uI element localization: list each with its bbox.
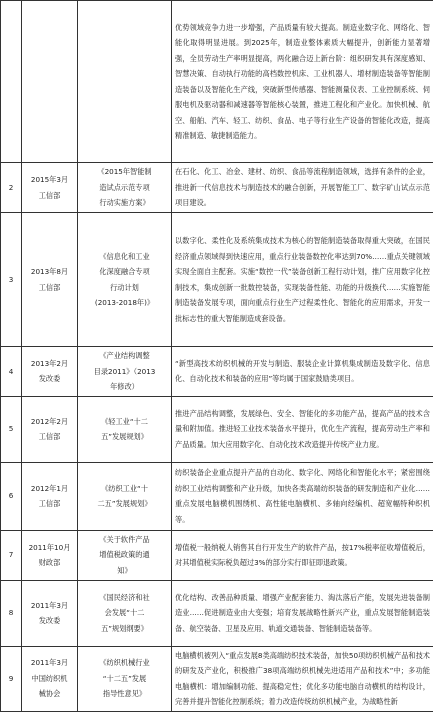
row-number-cell: 2 (1, 163, 22, 213)
table-row (1, 213, 433, 347)
document-title-line: 《信息化和工业 (81, 249, 168, 265)
document-title-line: 指导性意见》 (81, 686, 168, 702)
table-row (1, 646, 433, 711)
document-title-cell (78, 530, 172, 580)
policy-content-cell: 电脑横机被列入“重点发展8类高端纺织技术装备，加快50项纺织机械产品和技术的研发及产业化，积极推广38项高端纺织机械先进适用产品和技术”中；多功能电脑横机：增加编制功能、提高稳定性；优化多功能电脑自动横机的结构设计，完善并提升智能化控制系统；着力改造传统纺织机械产业，为战略性新 (172, 646, 433, 711)
document-title-cell (78, 646, 172, 711)
policy-content-cell: 纺织装备企业重点提升产品的自动化、数字化、网络化和智能化水平；紧密围绕纺织工业结构调整和产业升级，加快各类高端纺织装备的研发制造和产业化……重点发展电脑横机围绣机、高性能电脑横机、多轴向经编机、超宽幅特种织机等。 (172, 462, 433, 530)
row-number-cell: 9 (1, 646, 22, 711)
table-row (1, 1, 433, 163)
issuing-department: 工信部 (25, 429, 74, 445)
policy-content-cell: 在石化、化工、冶金、建材、纺织、食品等流程制造领域，选择有条件的企业，推进新一代信息技术与制造技术的融合创新，开展智能工厂、数字矿山试点示范项目建设。 (172, 163, 433, 213)
department-date-cell (22, 1, 78, 163)
row-number-cell (1, 1, 22, 163)
document-title-line: 《产业结构调整 (81, 348, 168, 364)
table-row (1, 163, 433, 213)
department-date-cell (22, 462, 78, 530)
policy-content-cell: “新型高技术纺织机械的开发与制造、服装企业计算机集成制造及数字化、信息化、自动化技术和装备的应用”等均属于国家鼓励类项目。 (172, 347, 433, 397)
document-title-line: 知》 (81, 563, 168, 579)
policy-content-cell: 以数字化、柔性化及系统集成技术为核心的智能制造装备取得重大突破，在国民经济重点领域得到快速应用，重点行业装备数控化率达到70%……重点关键领域实现全面自主配套。实施“数控一代”装备创新工程行动计划，推广应用数字化控制技术，集成创新一批数控装备，实现装备性能、功能的升级换代……实施智能制造装备发展专项，面向重点行业生产过程柔性化、智能化的应用需求，开发一批标志性的重大智能制造成套设备。 (172, 213, 433, 347)
document-title-line: 《关于软件产品 (81, 532, 168, 548)
row-number-cell: 7 (1, 530, 22, 580)
table-row (1, 530, 433, 580)
document-title-line: 《国民经济和社 (81, 590, 168, 606)
document-title-line: “十二五”发展 (81, 671, 168, 687)
document-title-cell (78, 1, 172, 163)
issuing-department: 发改委 (25, 613, 74, 629)
policy-content-cell: 增值税一般纳税人销售其自行开发生产的软件产品，按17%税率征收增值税后，对其增值税实际税负超过3%的部分实行即征即退政策。 (172, 530, 433, 580)
document-title-line: 二五”发展规划》 (81, 496, 168, 512)
issue-date: 2013年8月 (25, 264, 74, 280)
row-number-cell: 8 (1, 580, 22, 646)
document-title-cell (78, 396, 172, 462)
document-title-line: 《纺织机械行业 (81, 655, 168, 671)
policy-table-body (1, 1, 433, 712)
policy-content-cell: 优化结构、改善品种质量、增强产业配套能力、淘汰落后产能，发展先进装备制造业……促进制造业由大变强；培育发展战略性新兴产业，重点发展智能制造装备、航空装备、卫星及应用、轨道交通装备、智能制造装备等。 (172, 580, 433, 646)
document-title-cell (78, 580, 172, 646)
table-row (1, 580, 433, 646)
document-title-line: 造试点示范专项 (81, 180, 168, 196)
document-title-line: 目录2011》（2013 (81, 364, 168, 380)
issuing-department: 工信部 (25, 280, 74, 296)
issuing-department: 工信部 (25, 496, 74, 512)
row-number-cell: 4 (1, 347, 22, 397)
policy-content-cell: 推进产品结构调整，发展绿色、安全、智能化的多功能产品，提高产品的技术含量和附加值。推进轻工业技术装备水平提升，优化生产流程，提高劳动生产率和产品质量。加大应用数字化、自动化技术改造提升传统产业力度。 (172, 396, 433, 462)
document-title-cell (78, 462, 172, 530)
department-date-cell (22, 580, 78, 646)
issuing-department: 工信部 (25, 188, 74, 204)
department-date-cell (22, 163, 78, 213)
issue-date: 2012年1月 (25, 481, 74, 497)
document-title-line: 增值税政策的通 (81, 547, 168, 563)
issuing-department: 械协会 (25, 686, 74, 702)
issuing-department: 中国纺织机 (25, 671, 74, 687)
document-title-cell (78, 163, 172, 213)
row-number-cell: 5 (1, 396, 22, 462)
issue-date: 2012年2月 (25, 414, 74, 430)
document-title-line: 五”规划纲要》 (81, 621, 168, 637)
policy-content-cell: 优势领域竞争力进一步增强，产品质量有较大提高。制造业数字化、网络化、智能化取得明显进展。到2025年，制造业整体素质大幅提升，创新能力显著增强，全员劳动生产率明显提高，两化融合迈上新台阶：组织研发具有深度感知、智慧决策、自动执行功能的高档数控机床、工业机器人、增材制造装备等智能制造装备以及智能化生产线，突破新型传感器、智能测量仪表、工业控制系统、伺服电机及驱动器和减速器等智能核心装置，推进工程化和产业化。加快机械、航空、船舶、汽车、轻工、纺织、食品、电子等行业生产设备的智能化改造，提高精准制造、敏捷制造能力。 (172, 1, 433, 163)
document-title-line: (2013-2018年)》 (81, 295, 168, 311)
row-number-cell: 3 (1, 213, 22, 347)
table-row (1, 462, 433, 530)
document-title-cell (78, 347, 172, 397)
department-date-cell (22, 347, 78, 397)
document-title-line: 五”发展规划》 (81, 429, 168, 445)
department-date-cell (22, 646, 78, 711)
department-date-cell (22, 396, 78, 462)
issue-date: 2011年3月 (25, 655, 74, 671)
document-title-line: 《纺织工业“十 (81, 481, 168, 497)
table-row (1, 347, 433, 397)
issuing-department: 财政部 (25, 555, 74, 571)
document-title-line: 年修改） (81, 379, 168, 395)
issue-date: 2011年10月 (25, 540, 74, 556)
document-title-line: 《轻工业“十二 (81, 414, 168, 430)
issue-date: 2011年3月 (25, 598, 74, 614)
document-title-cell (78, 213, 172, 347)
department-date-cell (22, 213, 78, 347)
issuing-department: 发改委 (25, 371, 74, 387)
document-title-line: 会发展“十二 (81, 605, 168, 621)
issue-date: 2015年3月 (25, 172, 74, 188)
document-title-line: 行动计划 (81, 280, 168, 296)
document-title-line: 《2015年智能制 (81, 164, 168, 180)
document-title-line: 行动实施方案》 (81, 195, 168, 211)
document-title-line: 化深度融合专项 (81, 264, 168, 280)
issue-date: 2013年2月 (25, 356, 74, 372)
department-date-cell (22, 530, 78, 580)
row-number-cell: 6 (1, 462, 22, 530)
table-row (1, 396, 433, 462)
